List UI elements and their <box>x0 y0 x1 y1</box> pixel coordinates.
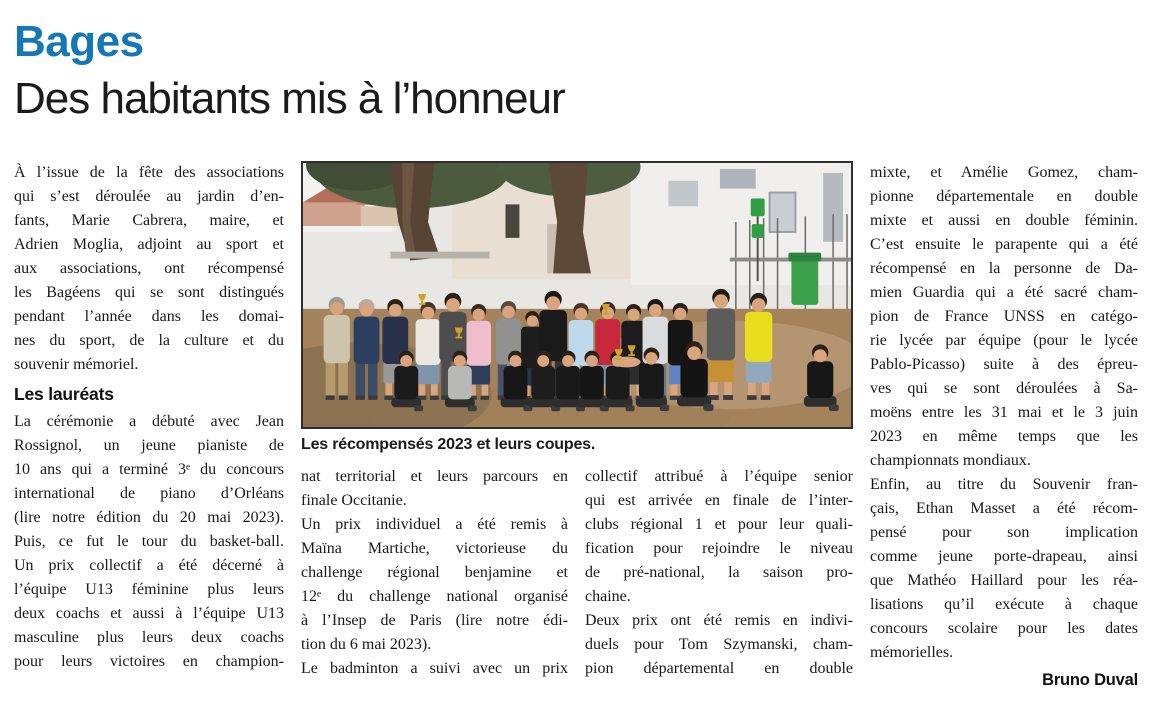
text-line: Maïna Martiche, victorieuse du <box>301 539 568 557</box>
text-line: collectif attribué à l’équipe senior <box>585 467 853 485</box>
text-line: (lire notre édition du 20 mai 2023). <box>14 508 284 526</box>
text-line: pour leurs victoires en champion- <box>14 652 284 670</box>
text-line: qui est arrivée en finale de l’inter- <box>585 491 853 509</box>
text-line: aux associations, ont récompensé <box>14 259 284 277</box>
author-byline: Bruno Duval <box>1042 670 1138 689</box>
text-line: championnats mondiaux. <box>870 451 1031 469</box>
text-line: mixte et aussi en double féminin. <box>870 211 1138 229</box>
text-line: C’est ensuite le parapente qui a été <box>870 235 1138 253</box>
text-line: ves qui se sont déroulées à Sa- <box>870 379 1138 397</box>
paragraph <box>585 465 853 609</box>
text-line: à l’Insep de Paris (lire notre édi- <box>301 611 568 629</box>
text-line: nat territorial et leurs parcours en <box>301 467 568 485</box>
text-line: pion de France UNSS en catégo- <box>870 307 1138 325</box>
text-line: fants, Marie Cabrera, maire, et <box>14 211 284 229</box>
text-line: deux coachs et aussi à l’équipe U13 <box>14 604 284 622</box>
text-line: concours scolaire pour les dates <box>870 619 1138 637</box>
text-line: finale Occitanie. <box>301 491 407 509</box>
text-line: çais, Ethan Masset a été récom- <box>870 499 1138 517</box>
text-line: challenge régional benjamine et <box>301 563 568 581</box>
text-line: pendant l’année dans les domai- <box>14 307 284 325</box>
text-line: pensé pour son implication <box>870 523 1138 541</box>
photo-caption: Les récompensés 2023 et leurs coupes. <box>301 435 596 453</box>
column-4 <box>870 161 1138 692</box>
column-1 <box>14 161 284 692</box>
page-title: Bages <box>14 17 144 66</box>
paragraph <box>301 465 568 513</box>
text-line: lisations qu’il exécute à chaque <box>870 595 1138 613</box>
photo-and-columns <box>301 161 853 692</box>
text-line: pion départemental en double <box>585 659 853 677</box>
text-line: pionne départementale en double <box>870 187 1138 205</box>
text-line: fication pour rejoindre le niveau <box>585 539 853 557</box>
text-line: 10 ans qui a terminé 3ᵉ du concours <box>14 460 284 478</box>
column-2 <box>301 465 568 681</box>
section-heading: Les lauréats <box>14 383 114 404</box>
paragraph <box>14 161 284 377</box>
paragraph <box>301 657 568 681</box>
text-line: souvenir mémoriel. <box>14 355 139 373</box>
text-line: récompensé en la personne de Da- <box>870 259 1138 277</box>
text-line: mien Guardia qui a été sacré cham- <box>870 283 1138 301</box>
text-line: chaine. <box>585 587 631 605</box>
text-line: qui s’est déroulée au jardin d’en- <box>14 187 284 205</box>
text-line: Deux prix ont été remis en indivi- <box>585 611 853 629</box>
text-line: Pablo-Picasso) suite à des épreu- <box>870 355 1138 373</box>
paragraph <box>585 609 853 681</box>
text-line: que Mathéo Haillard pour les réa- <box>870 571 1138 589</box>
text-line: moëns entre les 31 mai et le 3 juin <box>870 403 1138 421</box>
text-line: mixte, et Amélie Gomez, cham- <box>870 163 1138 181</box>
paragraph <box>870 473 1138 665</box>
article-title: Des habitants mis à l’honneur <box>14 74 565 123</box>
text-line: nes du sport, de la culture et du <box>14 331 284 349</box>
text-line: l’équipe U13 féminine plus leurs <box>14 580 284 598</box>
text-line: Puis, ce fut le tour du basket-ball. <box>14 532 284 550</box>
text-line: Le badminton a suivi avec un prix <box>301 659 568 677</box>
text-line: duels pour Tom Szymanski, cham- <box>585 635 853 653</box>
text-line: les Bagéens qui se sont distingués <box>14 283 284 301</box>
photo-recycling-bin <box>788 252 821 304</box>
text-line: rie lycée par équipe (pour le lycée <box>870 331 1138 349</box>
text-line: Un prix individuel a été remis à <box>301 515 568 533</box>
article-photo <box>301 161 853 429</box>
column-3 <box>585 465 853 681</box>
text-line: comme jeune porte-drapeau, ainsi <box>870 547 1138 565</box>
text-line: Rossignol, un jeune pianiste de <box>14 436 284 454</box>
text-line: masculine plus leurs deux coachs <box>14 628 284 646</box>
text-line: Un prix collectif a été décerné à <box>14 556 284 574</box>
paragraph <box>870 161 1138 473</box>
text-line: de pré-national, la saison pro- <box>585 563 853 581</box>
text-line: international de piano d’Orléans <box>14 484 284 502</box>
text-line: Enfin, au titre du Souvenir fran- <box>870 475 1138 493</box>
text-line: clubs régional 1 et pour leur quali- <box>585 515 853 533</box>
article-body <box>14 161 1138 692</box>
text-line: tion du 6 mai 2023). <box>301 635 432 653</box>
paragraph <box>14 410 284 674</box>
text-line: 2023 en même temps que les <box>870 427 1138 445</box>
text-line: Adrien Moglia, adjoint au sport et <box>14 235 284 253</box>
text-line: La cérémonie a débuté avec Jean <box>14 412 284 430</box>
text-line: À l’issue de la fête des associations <box>14 163 284 181</box>
lower-columns <box>301 465 853 681</box>
text-line: mémorielles. <box>870 643 954 661</box>
paragraph <box>301 513 568 657</box>
text-line: 12ᵉ du challenge national organisé <box>301 587 568 605</box>
